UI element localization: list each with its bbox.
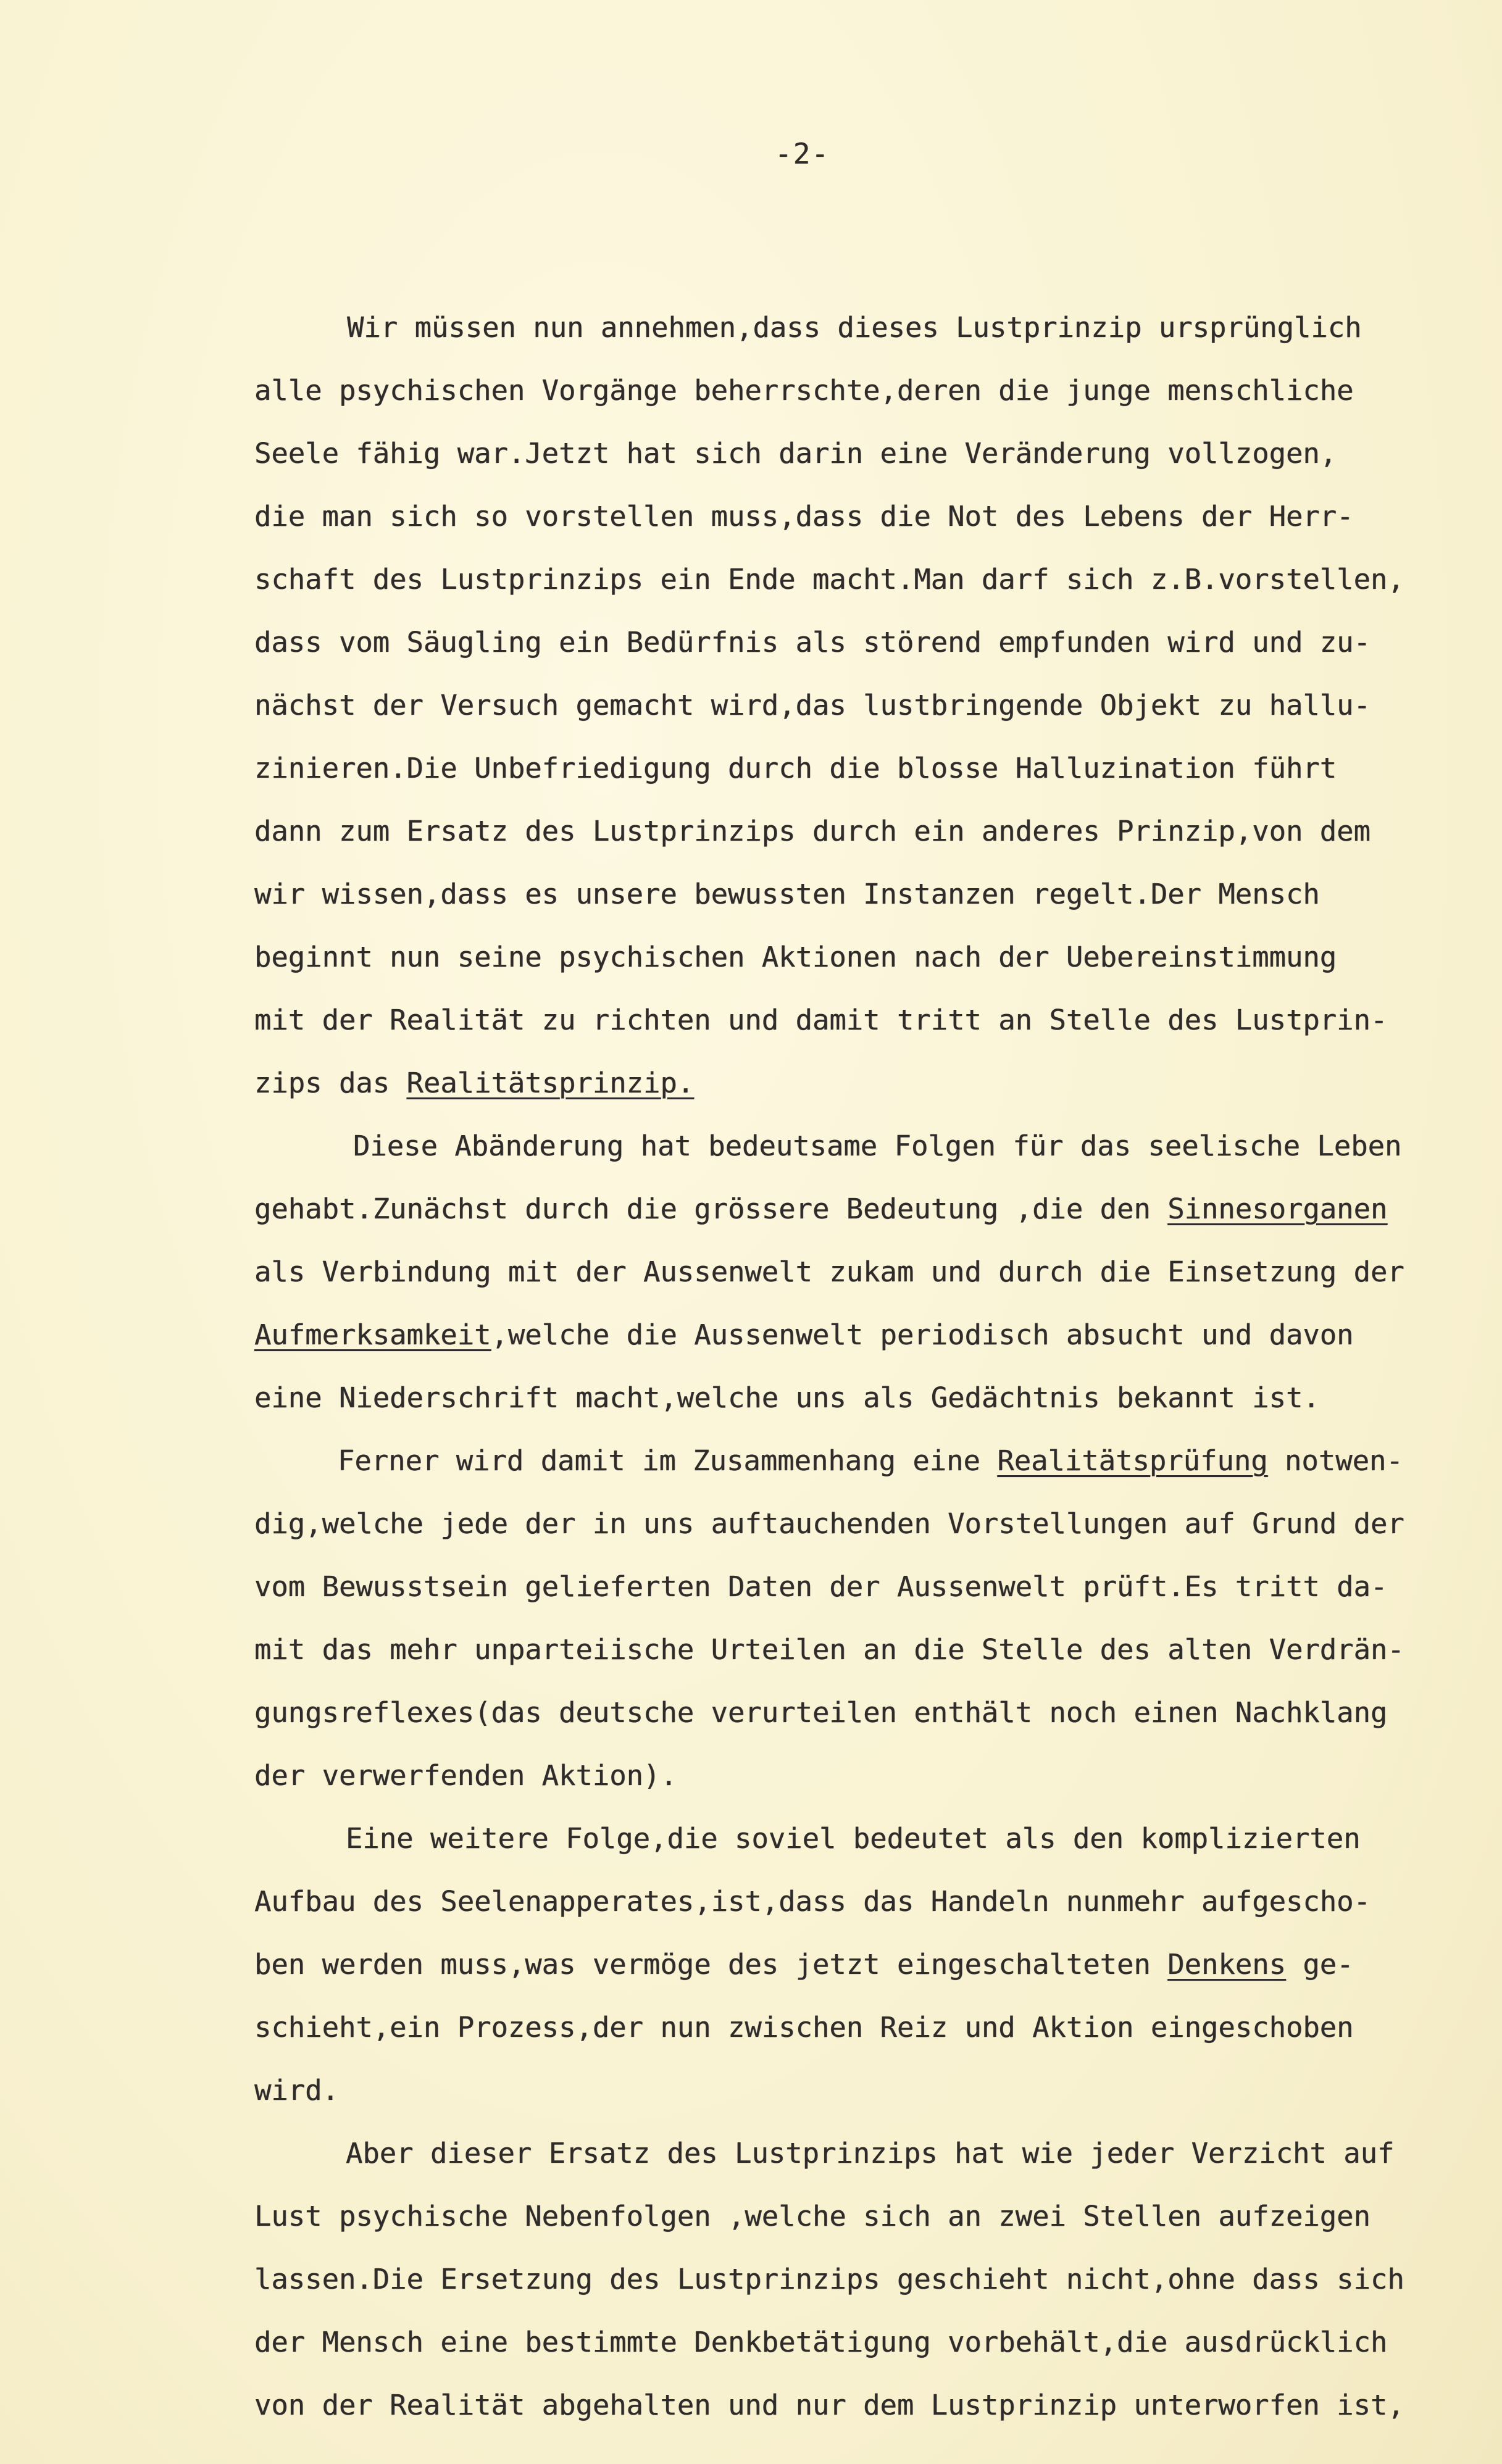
text-line (254, 1933, 1495, 1996)
text-line: dann zum Ersatz des Lustprinzips durch ein anderes Prinzip,von dem (254, 815, 1371, 847)
page-number: -2- (775, 137, 830, 170)
text-line: wird. (254, 2074, 339, 2107)
text-line: gungsreflexes(das deutsche verurteilen enthält noch einen Nachklang (254, 1696, 1388, 1729)
text-line: von der Realität abgehalten und nur dem Lustprinzip unterworfen ist, (254, 2389, 1404, 2421)
text-fragment: ben werden muss,was vermöge des jetzt eingeschalteten (254, 1948, 1168, 1981)
text-fragment: zips das (254, 1067, 407, 1099)
text-line (254, 1178, 1495, 1241)
text-fragment: Ferner wird damit im Zusammenhang eine (338, 1444, 998, 1477)
text-fragment: gehabt.Zunächst durch die grössere Bedeutung ,die den (254, 1192, 1168, 1225)
text-fragment: ,welche die Aussenwelt periodisch absucht und davon (491, 1318, 1354, 1351)
text-line: Aber dieser Ersatz des Lustprinzips hat wie jeder Verzicht auf (346, 2137, 1395, 2170)
body-text (254, 296, 1495, 2437)
text-line: mit das mehr unparteiische Urteilen an die Stelle des alten Verdrän- (254, 1633, 1404, 1666)
text-line: Wir müssen nun annehmen,dass dieses Lustprinzip ursprünglich (347, 311, 1362, 344)
text-line: Lust psychische Nebenfolgen ,welche sich an zwei Stellen aufzeigen (254, 2200, 1371, 2233)
text-line: lassen.Die Ersetzung des Lustprinzips geschieht nicht,ohne dass sich (254, 2263, 1404, 2295)
text-line: dig,welche jede der in uns auftauchenden Vorstellungen auf Grund der (254, 1507, 1404, 1540)
underlined-term: Realitätsprinzip. (406, 1067, 695, 1099)
text-line: Seele fähig war.Jetzt hat sich darin eine Veränderung vollzogen, (254, 437, 1337, 470)
text-line (254, 1430, 1495, 1492)
text-line: der verwerfenden Aktion). (254, 1759, 677, 1792)
text-line: vom Bewusstsein gelieferten Daten der Aussenwelt prüft.Es tritt da- (254, 1570, 1388, 1603)
underlined-term: Sinnesorganen (1167, 1192, 1388, 1225)
text-line: die man sich so vorstellen muss,dass die Not des Lebens der Herr- (254, 500, 1354, 533)
text-line: schieht,ein Prozess,der nun zwischen Reiz und Aktion eingeschoben (254, 2011, 1354, 2044)
underlined-term: Denkens (1167, 1948, 1287, 1981)
text-line (254, 1304, 1495, 1367)
text-fragment: notwen- (1267, 1444, 1403, 1477)
text-line: beginnt nun seine psychischen Aktionen nach der Uebereinstimmung (254, 941, 1337, 973)
text-line: Eine weitere Folge,die soviel bedeutet als den komplizierten (346, 1822, 1361, 1855)
text-line: als Verbindung mit der Aussenwelt zukam und durch die Einsetzung der (254, 1255, 1404, 1288)
text-fragment: ge- (1286, 1948, 1354, 1981)
text-line: Aufbau des Seelenapperates,ist,dass das Handeln nunmehr aufgescho- (254, 1885, 1371, 1918)
underlined-term: Realitätsprüfung (997, 1444, 1268, 1477)
text-line: zinieren.Die Unbefriedigung durch die blosse Halluzination führt (254, 752, 1337, 785)
underlined-term: Aufmerksamkeit (254, 1318, 491, 1351)
text-line: alle psychischen Vorgänge beherrschte,deren die junge menschliche (254, 374, 1354, 407)
text-line: mit der Realität zu richten und damit tritt an Stelle des Lustprin- (254, 1004, 1388, 1036)
text-line: der Mensch eine bestimmte Denkbetätigung vorbehält,die ausdrücklich (254, 2326, 1388, 2358)
text-line: schaft des Lustprinzips ein Ende macht.Man darf sich z.B.vorstellen, (254, 563, 1404, 596)
text-line: Diese Abänderung hat bedeutsame Folgen für das seelische Leben (353, 1130, 1402, 1162)
text-line (254, 1052, 1495, 1115)
text-line: wir wissen,dass es unsere bewussten Instanzen regelt.Der Mensch (254, 878, 1320, 910)
text-line: nächst der Versuch gemacht wird,das lustbringende Objekt zu hallu- (254, 689, 1371, 722)
text-line: dass vom Säugling ein Bedürfnis als störend empfunden wird und zu- (254, 626, 1371, 659)
text-line: eine Niederschrift macht,welche uns als Gedächtnis bekannt ist. (254, 1381, 1320, 1414)
